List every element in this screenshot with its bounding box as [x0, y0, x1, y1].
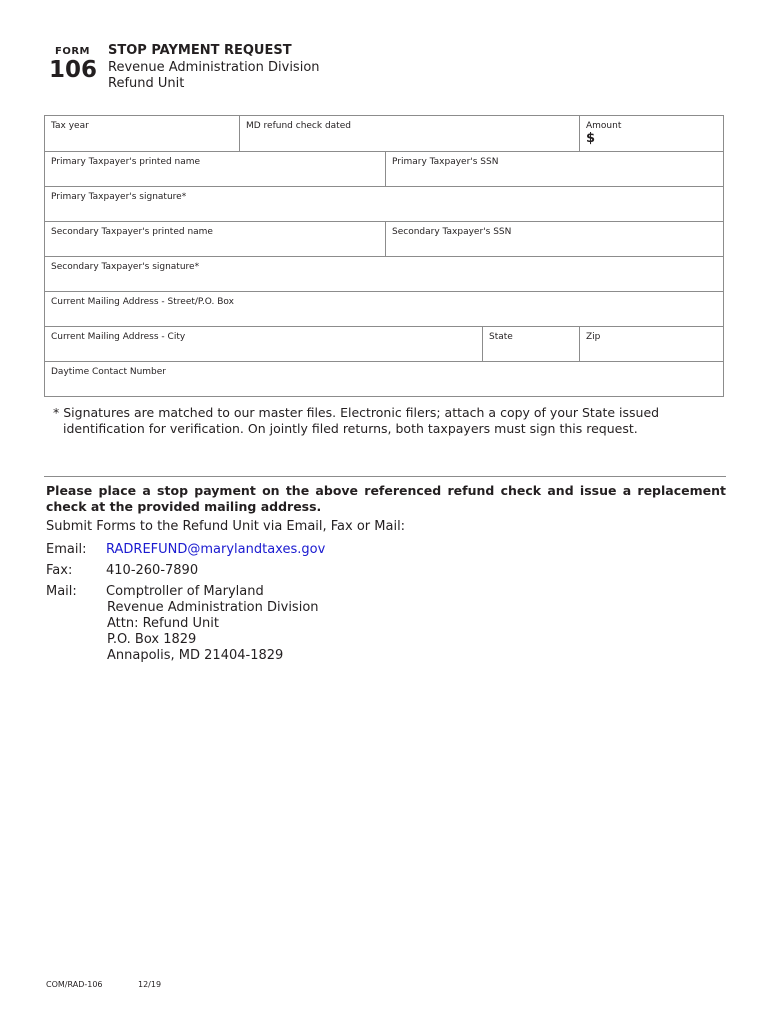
fax-number: 410-260-7890: [106, 563, 199, 578]
primary-name-label: Primary Taxpayer's printed name: [51, 157, 201, 167]
mail-line-division: Revenue Administration Division: [107, 600, 319, 615]
mail-line-organization: Comptroller of Maryland: [106, 584, 264, 599]
secondary-ssn-field[interactable]: [385, 222, 723, 256]
email-link[interactable]: RADREFUND@marylandtaxes.gov: [106, 542, 326, 557]
check-dated-field[interactable]: [239, 116, 579, 151]
fax-label: Fax:: [46, 563, 73, 578]
mail-line-attention: Attn: Refund Unit: [107, 616, 219, 631]
signature-note-line-1: * Signatures are matched to our master files. Electronic filers; attach a copy of your State issued: [53, 405, 660, 420]
secondary-name-label: Secondary Taxpayer's printed name: [51, 227, 213, 237]
form-row-street: [45, 291, 723, 326]
dollar-sign: $: [586, 131, 596, 146]
secondary-ssn-label: Secondary Taxpayer's SSN: [392, 227, 512, 237]
mailing-address: [106, 584, 319, 664]
secondary-signature-field[interactable]: [45, 257, 723, 291]
form-row-secondary-signature: [45, 256, 723, 291]
zip-label: Zip: [586, 332, 601, 342]
form-row-check-info: [45, 116, 723, 151]
primary-ssn-label: Primary Taxpayer's SSN: [392, 157, 499, 167]
tax-year-field[interactable]: [45, 116, 239, 151]
form-title: STOP PAYMENT REQUEST: [108, 43, 292, 58]
phone-field[interactable]: [45, 362, 723, 396]
primary-signature-label: Primary Taxpayer's signature*: [51, 192, 187, 202]
tax-year-label: Tax year: [51, 121, 89, 131]
form-label: FORM: [55, 46, 90, 57]
primary-ssn-field[interactable]: [385, 152, 723, 186]
secondary-signature-label: Secondary Taxpayer's signature*: [51, 262, 200, 272]
signature-note-line-2: identification for verification. On jointly filed returns, both taxpayers must sign this request.: [63, 421, 638, 436]
form-row-phone: [45, 361, 723, 396]
signature-note: [53, 405, 713, 437]
form-number: 106: [49, 57, 98, 83]
request-form-grid: [44, 115, 724, 397]
mail-line-city: Annapolis, MD 21404-1829: [107, 648, 284, 663]
submit-instructions: Submit Forms to the Refund Unit via Email, Fax or Mail:: [46, 519, 406, 534]
city-label: Current Mailing Address - City: [51, 332, 186, 342]
form-revision-date: 12/19: [138, 980, 162, 989]
stop-payment-instruction: Please place a stop payment on the above referenced refund check and issue a replacement check at the provided mailing address.: [46, 483, 726, 514]
amount-field[interactable]: [579, 116, 723, 151]
mail-line-po-box: P.O. Box 1829: [107, 632, 197, 647]
state-field[interactable]: [482, 327, 579, 361]
email-label: Email:: [46, 542, 87, 557]
secondary-name-field[interactable]: [45, 222, 385, 256]
state-label: State: [489, 332, 513, 342]
zip-field[interactable]: [579, 327, 723, 361]
amount-label: Amount: [586, 121, 622, 131]
mail-label: Mail:: [46, 584, 77, 599]
primary-name-field[interactable]: [45, 152, 385, 186]
primary-signature-field[interactable]: [45, 187, 723, 221]
form-code: COM/RAD-106: [46, 980, 103, 989]
form-header: [46, 40, 446, 100]
street-address-field[interactable]: [45, 292, 723, 326]
street-address-label: Current Mailing Address - Street/P.O. Box: [51, 297, 234, 307]
unit-name: Refund Unit: [108, 76, 185, 91]
form-row-primary: [45, 151, 723, 186]
form-row-city-state-zip: [45, 326, 723, 361]
form-row-secondary: [45, 221, 723, 256]
form-row-primary-signature: [45, 186, 723, 221]
check-dated-label: MD refund check dated: [246, 121, 351, 131]
phone-label: Daytime Contact Number: [51, 367, 166, 377]
division-name: Revenue Administration Division: [108, 60, 320, 75]
city-field[interactable]: [45, 327, 482, 361]
section-divider: [44, 476, 726, 477]
